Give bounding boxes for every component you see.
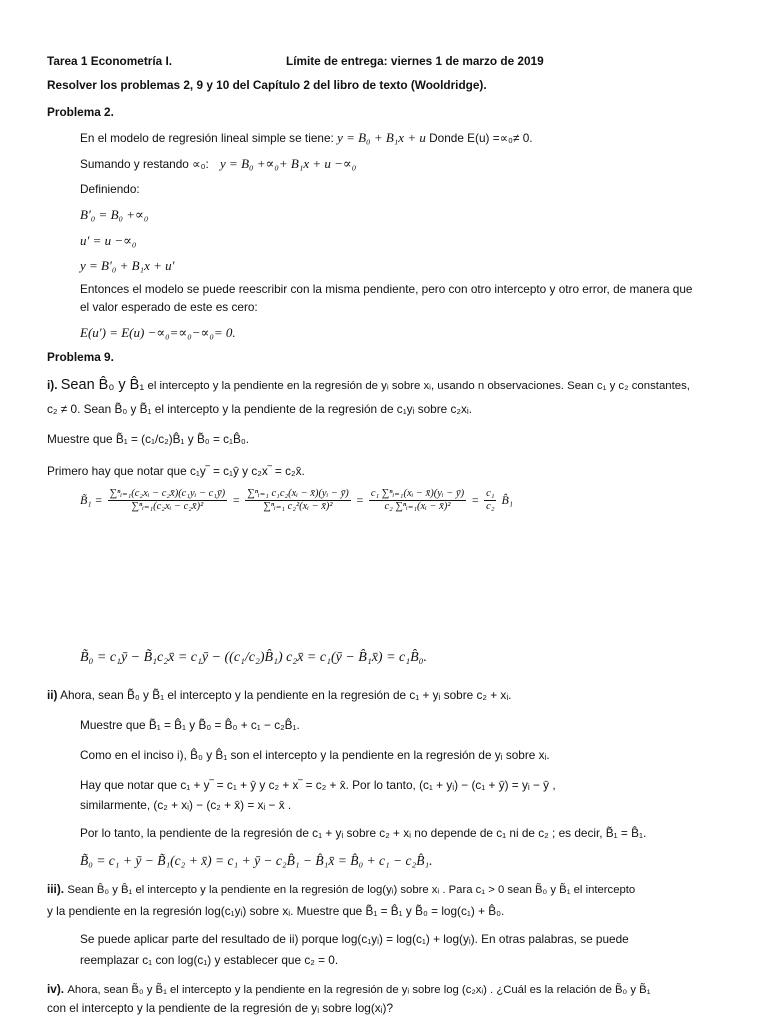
fraction-2-denominator: ∑ⁿᵢ₌₁ c₂²(xᵢ − x̄)² (263, 501, 333, 512)
p9-iv-label: iv). (47, 982, 65, 996)
p9-ii-note-2: similarmente, (c₂ + xᵢ) − (c₂ + x̄) = xᵢ − x̄ . (80, 798, 292, 812)
p9-iii-line-2: y la pendiente en la regresión log(c₁yᵢ) sobre xᵢ. Muestre que B̃₁ = B̂₁ y B̃₀ = log(c₁) + B̂₀. (47, 904, 505, 918)
slope-lhs: B̃₁ = (80, 493, 103, 507)
p9-iv-text-1: Ahora, sean B̃₀ y B̃₁ el intercepto y la pendiente en la regresión de yᵢ sobre log (c₂xᵢ) . ¿Cuál es la relación de B̃₀ y B̃₁ (67, 984, 651, 996)
p9-ii-label: ii) (47, 688, 58, 702)
p9-ii-intercept-equation: B̃₀ = c₁ + ȳ − B̃₁(c₂ + x̄) = c₁ + ȳ − c₂B̂₁ − B̂₁x̄ = B̂₀ + c₁ − c₂B̂₁. (80, 853, 433, 868)
fraction-3 (369, 488, 466, 513)
p2-model-text-2: Donde E(u) =∝₀≠ 0. (429, 131, 533, 145)
equals-sign: = (355, 493, 364, 507)
p9-i-note: Primero hay que notar que c₁y‾ = c₁ȳ y c₂x‾ = c₂x̄. (47, 464, 305, 478)
p2-add-line (80, 156, 356, 172)
p2-def-1: B′₀ = B₀ +∝₀ (80, 207, 149, 222)
fraction-4-denominator: c₂ (486, 501, 495, 512)
p2-conclusion-1: Entonces el modelo se puede reescribir con la misma pendiente, pero con otro intercepto y otro error, de manera que (80, 282, 693, 296)
p9-i-line-2: c₂ ≠ 0. Sean B̃₀ y B̃₁ el intercepto y la pendiente de la regresión de c₁yᵢ sobre c₂xᵢ. (47, 402, 472, 416)
p9-iii-line-1 (47, 882, 635, 898)
p2-add-text: Sumando y restando ∝₀: (80, 157, 209, 171)
problem-9-title: Problema 9. (47, 350, 114, 364)
fraction-3-denominator: c₂ ∑ⁿᵢ₌₁(xᵢ − x̄)² (384, 501, 451, 512)
p9-ii-line (47, 688, 511, 703)
fraction-4-tail: B̂₁ (501, 493, 513, 507)
p9-i-estimators: Sean B̂₀ y B̂₁ (60, 377, 145, 393)
fraction-2 (245, 488, 351, 513)
fraction-1-denominator: ∑ⁿᵢ₌₁(c₂xᵢ − c₂x̄)² (131, 501, 204, 512)
header-left: Tarea 1 Econometría I. (47, 54, 173, 68)
p9-i-label: i). (47, 378, 58, 392)
p9-iv-line-1 (47, 982, 651, 998)
p9-ii-note-1: Hay que notar que c₁ + y‾ = c₁ + ȳ y c₂ + x‾ = c₂ + x̄. Por lo tanto, (c₁ + yᵢ) − (c₁ + ȳ) = yᵢ − ȳ , (80, 778, 556, 792)
p9-i-show: Muestre que B̃₁ = (c₁/c₂)B̂₁ y B̃₀ = c₁B̂₀. (47, 432, 250, 446)
fraction-4-numerator: c₁ (486, 488, 495, 499)
p9-i-text: el intercepto y la pendiente en la regresión de yᵢ sobre xᵢ, usando n observaciones. Sean c₁ y c₂ constantes, (147, 380, 690, 392)
equals-sign: = (232, 493, 241, 507)
p2-def-3: y = B′₀ + B₁x + u′ (80, 258, 175, 273)
problem-2-title: Problema 2. (47, 105, 114, 119)
fraction-4 (484, 488, 496, 513)
p9-ii-conclusion: Por lo tanto, la pendiente de la regresión de c₁ + yᵢ sobre c₂ + xᵢ no depende de c₁ ni de c₂ ; es decir, B̃₁ = B̂₁. (80, 826, 647, 840)
slope-derivation (80, 488, 513, 513)
fraction-1-numerator: ∑ⁿᵢ₌₁(c₂xᵢ − c₂x̄)(c₁yᵢ − c₁ȳ) (109, 488, 226, 499)
equals-sign: = (471, 493, 480, 507)
p2-model-equation: y = B₀ + B₁x + u (337, 130, 426, 145)
p9-ii-como: Como en el inciso i), B̂₀ y B̂₁ son el intercepto y la pendiente en la regresión de yᵢ sobre xᵢ. (80, 748, 550, 762)
p2-define: Definiendo: (80, 182, 140, 196)
p2-conclusion-2: el valor esperado de este es cero: (80, 300, 258, 314)
p2-def-2: u′ = u −∝₀ (80, 233, 137, 248)
p2-model-text: En el modelo de regresión lineal simple se tiene: (80, 131, 334, 145)
p2-conclusion-equation: E(u′) = E(u) −∝₀=∝₀−∝₀= 0. (80, 325, 236, 340)
fraction-2-numerator: ∑ⁿᵢ₌₁ c₁c₂(xᵢ − x̄)(yᵢ − ȳ) (247, 488, 349, 499)
p9-iii-text-1: Sean B̂₀ y B̂₁ el intercepto y la pendiente en la regresión de log(yᵢ) sobre xᵢ . Para c₁ > 0 sean B̃₀ y B̃₁ el intercepto (67, 884, 636, 896)
p9-iii-label: iii). (47, 882, 65, 896)
header-deadline: Límite de entrega: viernes 1 de marzo de 2019 (286, 54, 544, 68)
fraction-3-numerator: c₁ ∑ⁿᵢ₌₁(xᵢ − x̄)(yᵢ − ȳ) (370, 488, 465, 499)
p9-iv-line-2: con el intercepto y la pendiente de la regresión de yᵢ sobre log(xᵢ)? (47, 1001, 394, 1015)
p9-iii-line-3: Se puede aplicar parte del resultado de ii) porque log(c₁yᵢ) = log(c₁) + log(yᵢ). En otras palabras, se puede (80, 932, 629, 946)
p2-model-line (80, 130, 533, 146)
p2-add-equation: y = B₀ +∝₀+ B₁x + u −∝₀ (220, 156, 357, 171)
p9-iii-line-4: reemplazar c₁ con log(c₁) y establecer que c₂ = 0. (80, 953, 339, 967)
fraction-1 (108, 488, 228, 513)
p9-ii-text: Ahora, sean B̃₀ y B̃₁ el intercepto y la pendiente en la regresión de c₁ + yᵢ sobre c₂ + xᵢ. (60, 688, 512, 702)
assignment-instructions: Resolver los problemas 2, 9 y 10 del Capítulo 2 del libro de texto (Wooldridge). (47, 78, 487, 92)
p9-ii-show: Muestre que B̃₁ = B̂₁ y B̃₀ = B̂₀ + c₁ − c₂B̂₁. (80, 718, 300, 732)
p9-i-intercept-equation: B̃₀ = c₁ȳ − B̃₁c₂x̄ = c₁ȳ − ((c₁/c₂)B̂₁) c₂x̄ = c₁(ȳ − B̂₁x̄) = c₁B̂₀. (80, 650, 428, 665)
p9-i-line-1 (47, 378, 690, 394)
